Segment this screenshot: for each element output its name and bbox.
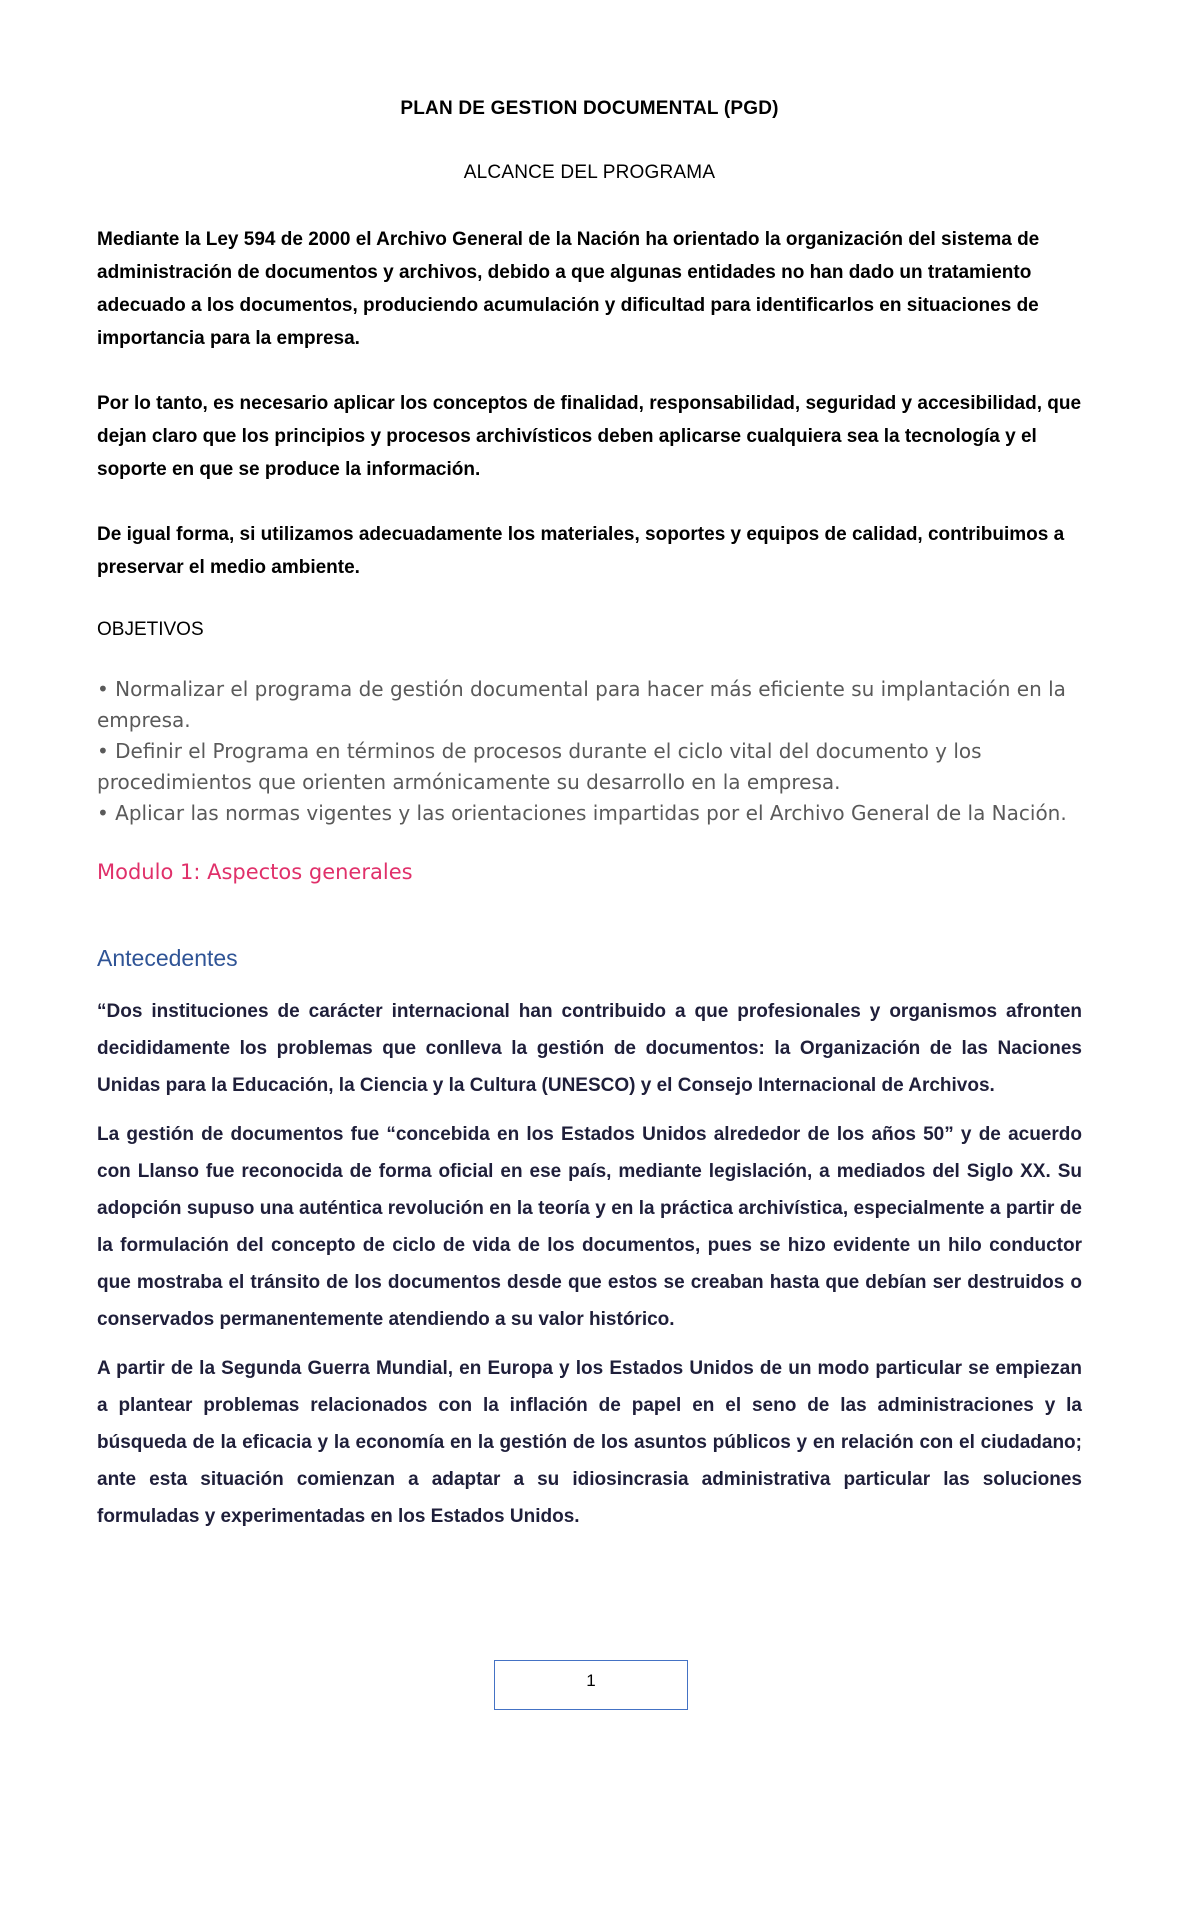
intro-paragraph-2: Por lo tanto, es necesario aplicar los conceptos de finalidad, responsabilidad, seguridad y accesibilidad, que dejan claro que los principios y procesos archivísticos deben aplicarse cualquiera sea la tecnología y el soporte en que se produce la información. <box>97 393 1082 480</box>
objective-item-1: • Normalizar el programa de gestión documental para hacer más eficiente su implantación en la empresa. <box>97 677 1066 732</box>
antecedentes-paragraph-3: A partir de la Segunda Guerra Mundial, en Europa y los Estados Unidos de un modo particular se empiezan a plantear problemas relacionados con la inflación de papel en el seno de las administraciones y la búsqueda de la eficacia y la economía en la gestión de los asuntos públicos y en relación con el ciudadano; ante esta situación comienzan a adaptar a su idiosincrasia administrativa particular las soluciones formuladas y experimentadas en los Estados Unidos. <box>97 1358 1082 1527</box>
page-number: 1 <box>586 1671 596 1690</box>
document-title: PLAN DE GESTION DOCUMENTAL (PGD) <box>400 98 779 119</box>
module-heading: Modulo 1: Aspectos generales <box>97 860 413 884</box>
antecedentes-paragraph-2: La gestión de documentos fue “concebida en los Estados Unidos alrededor de los años 50” y de acuerdo con Llanso fue reconocida de forma oficial en ese país, mediante legislación, a mediados del Siglo XX. Su adopción supuso una auténtica revolución en la teoría y en la práctica archivística, especialmente a partir de la formulación del concepto de ciclo de vida de los documentos, pues se hizo evidente un hilo conductor que mostraba el tránsito de los documentos desde que estos se creaban hasta que debían ser destruidos o conservados permanentemente atendiendo a su valor histórico. <box>97 1124 1082 1330</box>
document-content <box>97 95 1082 1547</box>
objectives-list <box>97 674 1082 829</box>
section-heading-antecedentes: Antecedentes <box>97 945 238 971</box>
page-number-box <box>494 1660 688 1710</box>
objectives-heading: OBJETIVOS <box>97 619 204 640</box>
intro-paragraph-3: De igual forma, si utilizamos adecuadamente los materiales, soportes y equipos de calidad, contribuimos a preservar el medio ambiente. <box>97 524 1065 578</box>
objective-item-2: • Definir el Programa en términos de procesos durante el ciclo vital del documento y los procedimientos que orienten armónicamente su desarrollo en la empresa. <box>97 739 982 794</box>
document-subtitle: ALCANCE DEL PROGRAMA <box>463 162 716 183</box>
antecedentes-paragraph-1: “Dos instituciones de carácter internacional han contribuido a que profesionales y organismos afronten decididamente los problemas que conlleva la gestión de documentos: la Organización de las Naciones Unidas para la Educación, la Ciencia y la Cultura (UNESCO) y el Consejo Internacional de Archivos. <box>97 1001 1082 1096</box>
objective-item-3: • Aplicar las normas vigentes y las orientaciones impartidas por el Archivo General de la Nación. <box>97 801 1067 825</box>
intro-paragraph-1: Mediante la Ley 594 de 2000 el Archivo General de la Nación ha orientado la organización del sistema de administración de documentos y archivos, debido a que algunas entidades no han dado un tratamiento adecuado a los documentos, produciendo acumulación y dificultad para identificarlos en situaciones de importancia para la empresa. <box>97 229 1040 349</box>
